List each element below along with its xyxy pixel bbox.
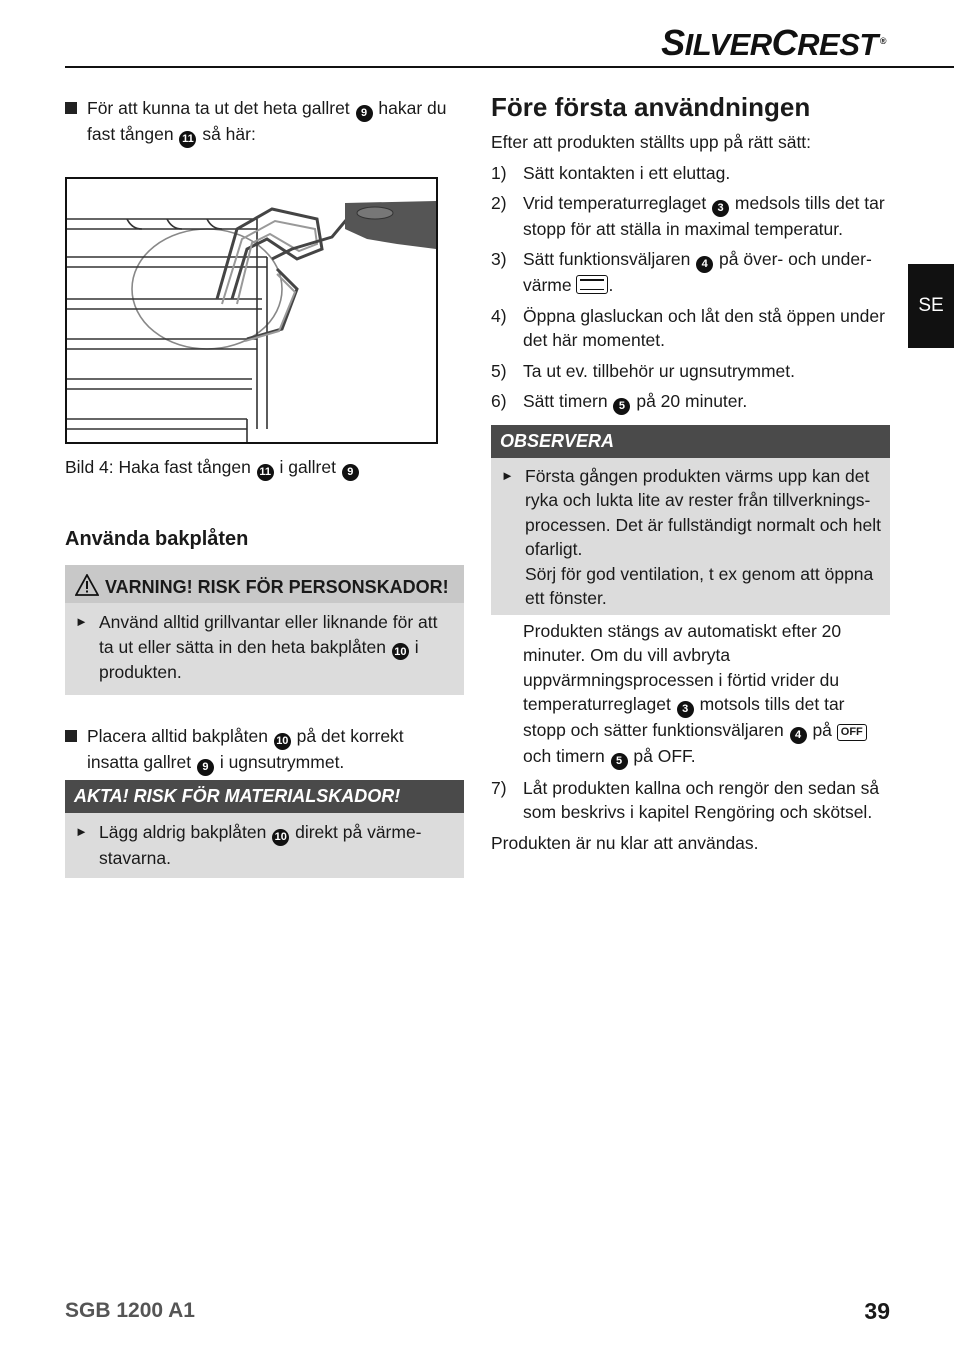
brand-logo: SILVERCREST ® bbox=[661, 22, 886, 63]
step-3: 3) Sätt funktionsväljaren 4 på över- och under-värme . bbox=[491, 249, 872, 295]
page-number: 39 bbox=[864, 1298, 890, 1324]
step-7: 7) Låt produkten kallna och rengör den sedan så som beskrivs i kapitel Rengöring och skötsel. bbox=[491, 777, 880, 822]
warning-header: VARNING! RISK FÖR PERSONSKADOR! bbox=[65, 565, 464, 603]
header-rule bbox=[65, 66, 954, 68]
placement-bullet bbox=[65, 724, 460, 776]
list-item: ► Första gången produkten värms upp kan det ryka och lukta lite av rester från tillverknings-processen. Det är fullständigt normalt och helt ofarligt. Sörj för god ventilation, t ex genom att öppna ett fönster. bbox=[501, 465, 882, 609]
list-item: ► Använd alltid grillvantar eller liknande för att ta ut eller sätta in den heta bakplåten 10 i produkten. bbox=[75, 612, 438, 683]
square-bullet-icon bbox=[65, 730, 77, 742]
list-item: Placera alltid bakplåten 10 på det korrekt insatta gallret 9 i ugnsutrymmet. bbox=[65, 724, 460, 776]
step-5: 5) Ta ut ev. tillbehör ur ugnsutrymmet. bbox=[491, 360, 796, 381]
caution-header: AKTA! RISK FÖR MATERIALSKADOR! bbox=[65, 780, 464, 813]
outro-text: Produkten är nu klar att användas. bbox=[491, 832, 759, 853]
callout-badge: 3 bbox=[677, 701, 694, 718]
caution-body bbox=[65, 813, 464, 878]
note-header: OBSERVERA bbox=[491, 425, 890, 458]
step-1: 1) Sätt kontakten i ett eluttag. bbox=[491, 162, 731, 183]
left-intro bbox=[65, 96, 460, 148]
warning-body bbox=[65, 603, 464, 695]
note-box bbox=[491, 425, 890, 615]
list-item: ► Lägg aldrig bakplåten 10 direkt på värme-stavarna. bbox=[75, 822, 422, 868]
right-content bbox=[491, 130, 890, 855]
model-number: SGB 1200 A1 bbox=[65, 1299, 195, 1322]
callout-badge: 5 bbox=[611, 753, 628, 770]
step-2: 2) Vrid temperaturreglaget 3 medsols tills det tar stopp för att ställa in maximal temperatur. bbox=[491, 193, 885, 239]
callout-badge: 9 bbox=[342, 464, 359, 481]
auto-off-text: Produkten stängs av automatiskt efter 20 minuter. Om du vill avbryta uppvärmningsprocessen i förtid vrider du temperaturreglaget 3 motsols tills det tar stopp och sätter funktionsväljaren 4 på OFF och timern 5 på OFF. bbox=[491, 619, 890, 770]
callout-badge: 11 bbox=[179, 131, 196, 148]
callout-badge: 9 bbox=[356, 105, 373, 122]
callout-badge: 3 bbox=[712, 200, 729, 217]
callout-badge: 4 bbox=[696, 256, 713, 273]
callout-badge: 5 bbox=[613, 398, 630, 415]
top-bottom-heat-icon bbox=[576, 275, 608, 294]
callout-badge: 9 bbox=[197, 759, 214, 776]
callout-badge: 10 bbox=[392, 643, 409, 660]
page-title: Före första användningen bbox=[491, 92, 811, 122]
off-icon: OFF bbox=[837, 724, 867, 741]
arrow-bullet-icon: ► bbox=[501, 467, 514, 483]
callout-badge: 10 bbox=[272, 829, 289, 846]
step-6: 6) Sätt timern 5 på 20 minuter. bbox=[491, 389, 890, 415]
warning-box bbox=[65, 565, 464, 695]
section-heading: Använda bakplåten bbox=[65, 528, 249, 550]
callout-badge: 4 bbox=[790, 727, 807, 744]
warning-triangle-icon bbox=[75, 574, 99, 596]
figure-caption: Bild 4: Haka fast tången 11 i gallret 9 bbox=[65, 455, 460, 481]
callout-badge: 10 bbox=[274, 733, 291, 750]
caution-box bbox=[65, 780, 464, 878]
square-bullet-icon bbox=[65, 102, 77, 114]
intro-text: Efter att produkten ställts upp på rätt sätt: bbox=[491, 132, 812, 152]
arrow-bullet-icon: ► bbox=[75, 824, 88, 839]
note-body bbox=[491, 458, 890, 615]
callout-badge: 11 bbox=[257, 464, 274, 481]
figure-grill-tongs bbox=[65, 177, 438, 444]
language-tab: SE bbox=[908, 264, 954, 348]
step-4: 4) Öppna glasluckan och låt den stå öppen under det här momentet. bbox=[491, 305, 885, 350]
intro-bullet: För att kunna ta ut det heta gallret 9 hakar du fast tången 11 så här: bbox=[65, 96, 460, 148]
grill-rack-illustration bbox=[67, 179, 436, 442]
arrow-bullet-icon: ► bbox=[75, 614, 88, 629]
